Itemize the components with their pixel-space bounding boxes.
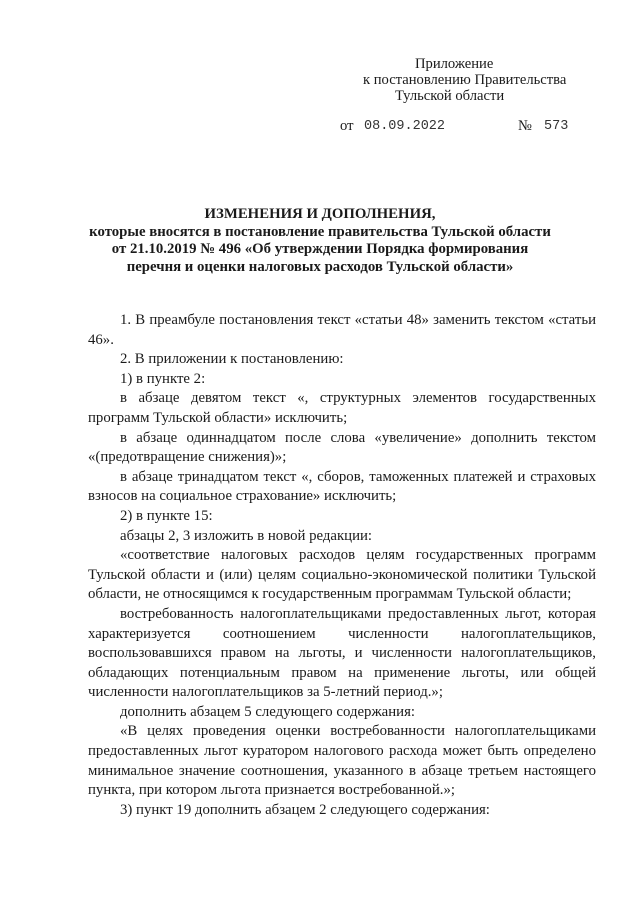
paragraph: 2) в пункте 15: [120, 507, 213, 524]
paragraph: 3) пункт 19 дополнить абзацем 2 следующего содержания: [120, 801, 490, 818]
paragraph: дополнить абзацем 5 следующего содержания: [120, 703, 415, 720]
resolution-date: 08.09.2022 [364, 119, 446, 134]
document-body [88, 311, 596, 820]
paragraph: «В целях проведения оценки востребованности налогоплательщиками предоставленных льгот куратором налогового расхода может быть определено минимальное значение соотношения, указанного в абзаце третьем настоящего пункта, при котором льгота признается востребованной.»; [88, 723, 596, 799]
paragraph: востребованность налогоплательщиками предоставленных льгот, которая характеризуется соотношением численности налогоплательщиков, воспользовавшихся правом на льготы, и численности налогоплательщиков, обладающих потенциальным правом на применение льготы, или общей численности налогоплательщиков за 5-летний период.»; [88, 605, 596, 701]
paragraph: 1) в пункте 2: [120, 370, 206, 387]
resolution-number: 573 [544, 119, 569, 134]
title-line-4: перечня и оценки налоговых расходов Тульской области» [126, 258, 514, 275]
paragraph: «соответствие налоговых расходов целям государственных программ Тульской области и (или) целям социально-экономической политики Тульской области, не относящимся к государственным программам Тульской области; [88, 547, 596, 603]
annex-region: Тульской области [395, 88, 505, 104]
paragraph: в абзаце тринадцатом текст «, сборов, таможенных платежей и страховых взносов на социальное страхование» исключить; [88, 468, 596, 505]
annex-header [355, 56, 615, 104]
number-sign-label: № [518, 118, 532, 134]
annex-label: Приложение [415, 56, 494, 72]
date-from-label: от [340, 118, 354, 134]
title-line-1: ИЗМЕНЕНИЯ И ДОПОЛНЕНИЯ, [204, 206, 436, 222]
paragraph: 2. В приложении к постановлению: [120, 351, 344, 368]
title-line-2: которые вносятся в постановление правительства Тульской области [89, 223, 551, 240]
paragraph: абзацы 2, 3 изложить в новой редакции: [120, 527, 373, 544]
annex-to-resolution: к постановлению Правительства [363, 72, 567, 88]
document-title [80, 206, 560, 276]
paragraph: в абзаце девятом текст «, структурных элементов государственных программ Тульской области» исключить; [88, 390, 596, 426]
paragraph: 1. В преамбуле постановления текст «статьи 48» заменить текстом «статьи 46». [88, 312, 596, 348]
title-line-3: от 21.10.2019 № 496 «Об утверждении Порядка формирования [111, 241, 529, 258]
paragraph: в абзаце одиннадцатом после слова «увеличение» дополнить текстом «(предотвращение снижения)»; [88, 429, 596, 466]
